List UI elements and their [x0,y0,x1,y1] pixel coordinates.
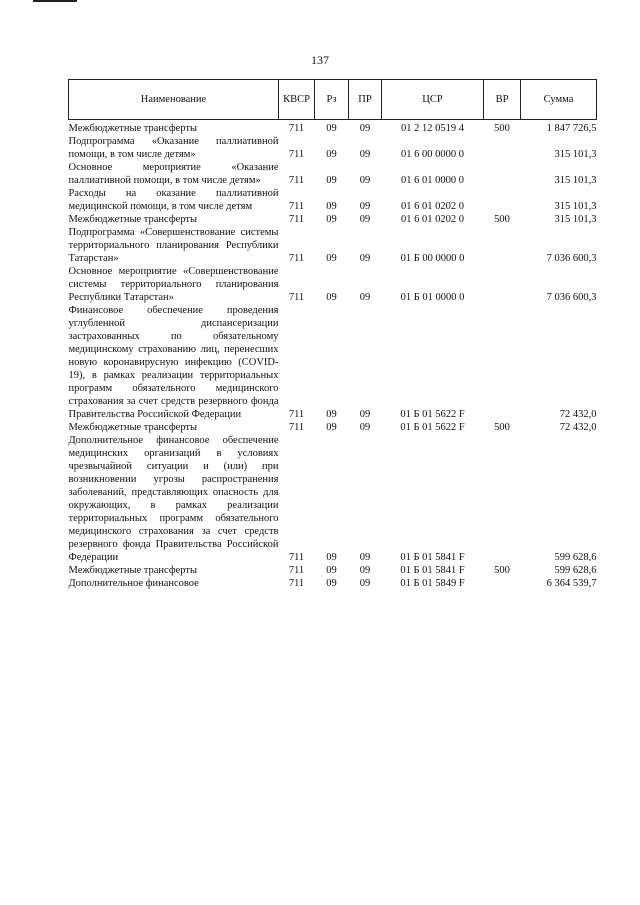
row-name: Дополнительное финансовое [68,578,199,589]
row-name: Подпрограмма «Совершенствование системы территориального планирования Республики Татарстан» [68,227,279,264]
row-vr [484,161,521,187]
row-pr: 09 [359,201,371,212]
row-sum: 315 101,3 [554,201,597,212]
row-kvsr: 711 [288,175,305,186]
row-csr: 01 Б 01 5841 F [400,565,465,576]
row-vr [484,265,521,304]
row-sum: 1 847 726,5 [546,123,597,134]
row-sum: 599 628,6 [554,565,597,576]
row-name: Финансовое обеспечение проведения углубленной диспансеризации застрахованных по обязательному медицинскому страхованию лиц, перенесших новую коронавирусную инфекцию (COVID-19), в рамках реализации территориальных программ обязательного медицинского страхования за счет средств резервного фонда Правительства Российской Федерации [68,305,279,420]
row-sum: 315 101,3 [554,149,597,160]
row-sum: 6 364 539,7 [546,578,597,589]
row-csr: 01 Б 00 0000 0 [400,253,465,264]
row-pr: 09 [359,123,371,134]
header-sum: Сумма [521,80,597,120]
table-row [69,434,597,564]
row-kvsr: 711 [288,253,305,264]
row-csr: 01 6 00 0000 0 [401,149,464,160]
row-rz: 09 [326,214,337,225]
row-sum: 72 432,0 [559,422,597,433]
row-rz: 09 [326,578,337,589]
row-vr: 500 [494,123,510,134]
row-vr: 500 [494,565,510,576]
row-kvsr: 711 [288,578,305,589]
row-pr: 09 [359,253,371,264]
row-pr: 09 [359,214,371,225]
row-name: Расходы на оказание паллиативной медицинской помощи, в том числе детям [68,188,279,212]
row-name: Межбюджетные трансферты [68,565,198,576]
row-kvsr: 711 [288,422,305,433]
table-row [69,135,597,161]
row-rz: 09 [326,175,337,186]
table-row [69,265,597,304]
row-vr [484,226,521,265]
row-kvsr: 711 [288,552,305,563]
row-csr: 01 Б 01 5849 F [400,578,465,589]
row-name: Основное мероприятие «Совершенствование системы территориального планирования Республики Татарстан» [68,266,279,303]
row-kvsr: 711 [288,201,305,212]
page-number: 137 [311,53,329,67]
row-vr [484,434,521,564]
row-pr: 09 [359,409,371,420]
header-name: Наименование [69,80,279,120]
row-name: Межбюджетные трансферты [68,214,198,225]
row-pr: 09 [359,578,371,589]
table-row [69,421,597,434]
row-vr: 500 [494,214,510,225]
row-csr: 01 6 01 0202 0 [401,201,464,212]
table-row [69,187,597,213]
row-csr: 01 6 01 0202 0 [401,214,464,225]
row-kvsr: 711 [288,149,305,160]
row-kvsr: 711 [288,565,305,576]
row-rz: 09 [326,292,337,303]
row-rz: 09 [326,565,337,576]
row-rz: 09 [326,201,337,212]
row-pr: 09 [359,552,371,563]
row-pr: 09 [359,422,371,433]
row-name: Дополнительное финансовое обеспечение медицинских организаций в условиях чрезвычайной ситуации и (или) при возникновении угрозы распространения заболеваний, представляющих опасность для окружающих, в рамках реализации территориальных программ обязательного медицинского страхования за счет средств резервного фонда Правительства Российской Федерации [68,435,279,563]
row-csr: 01 Б 01 0000 0 [400,292,465,303]
row-sum: 315 101,3 [554,175,597,186]
table-header-row [69,80,597,120]
scan-edge-mark [33,0,77,2]
row-vr [484,187,521,213]
row-sum: 7 036 600,3 [546,253,597,264]
header-vr: ВР [484,80,521,120]
row-pr: 09 [359,175,371,186]
row-sum: 315 101,3 [554,214,597,225]
row-vr [484,304,521,421]
row-sum: 72 432,0 [559,409,597,420]
row-rz: 09 [326,409,337,420]
row-vr [484,135,521,161]
table-row [69,577,597,590]
row-name: Подпрограмма «Оказание паллиативной помощи, в том числе детям» [68,136,279,160]
row-csr: 01 Б 01 5622 F [400,422,465,433]
row-csr: 01 Б 01 5622 F [400,409,465,420]
row-rz: 09 [326,422,337,433]
row-kvsr: 711 [288,409,305,420]
row-pr: 09 [359,565,371,576]
row-rz: 09 [326,149,337,160]
header-rz: Рз [315,80,349,120]
table-row [69,226,597,265]
row-sum: 599 628,6 [554,552,597,563]
row-name: Межбюджетные трансферты [68,422,198,433]
row-pr: 09 [359,292,371,303]
header-kvsr: КВСР [279,80,315,120]
row-kvsr: 711 [288,292,305,303]
table-row [69,213,597,226]
row-pr: 09 [359,149,371,160]
row-kvsr: 711 [288,214,305,225]
table-row [69,120,597,136]
row-sum: 7 036 600,3 [546,292,597,303]
table-row [69,161,597,187]
row-rz: 09 [326,552,337,563]
row-vr [484,577,521,590]
row-name: Основное мероприятие «Оказание паллиативной помощи, в том числе детям» [68,162,279,186]
budget-table [68,79,597,590]
table-row [69,564,597,577]
row-rz: 09 [326,253,337,264]
table-row [69,304,597,421]
row-rz: 09 [326,123,337,134]
row-kvsr: 711 [288,123,305,134]
row-vr: 500 [494,422,510,433]
row-csr: 01 6 01 0000 0 [401,175,464,186]
row-csr: 01 2 12 0519 4 [401,123,464,134]
row-csr: 01 Б 01 5841 F [400,552,465,563]
header-pr: ПР [349,80,382,120]
row-name: Межбюджетные трансферты [68,123,198,134]
header-csr: ЦСР [382,80,484,120]
